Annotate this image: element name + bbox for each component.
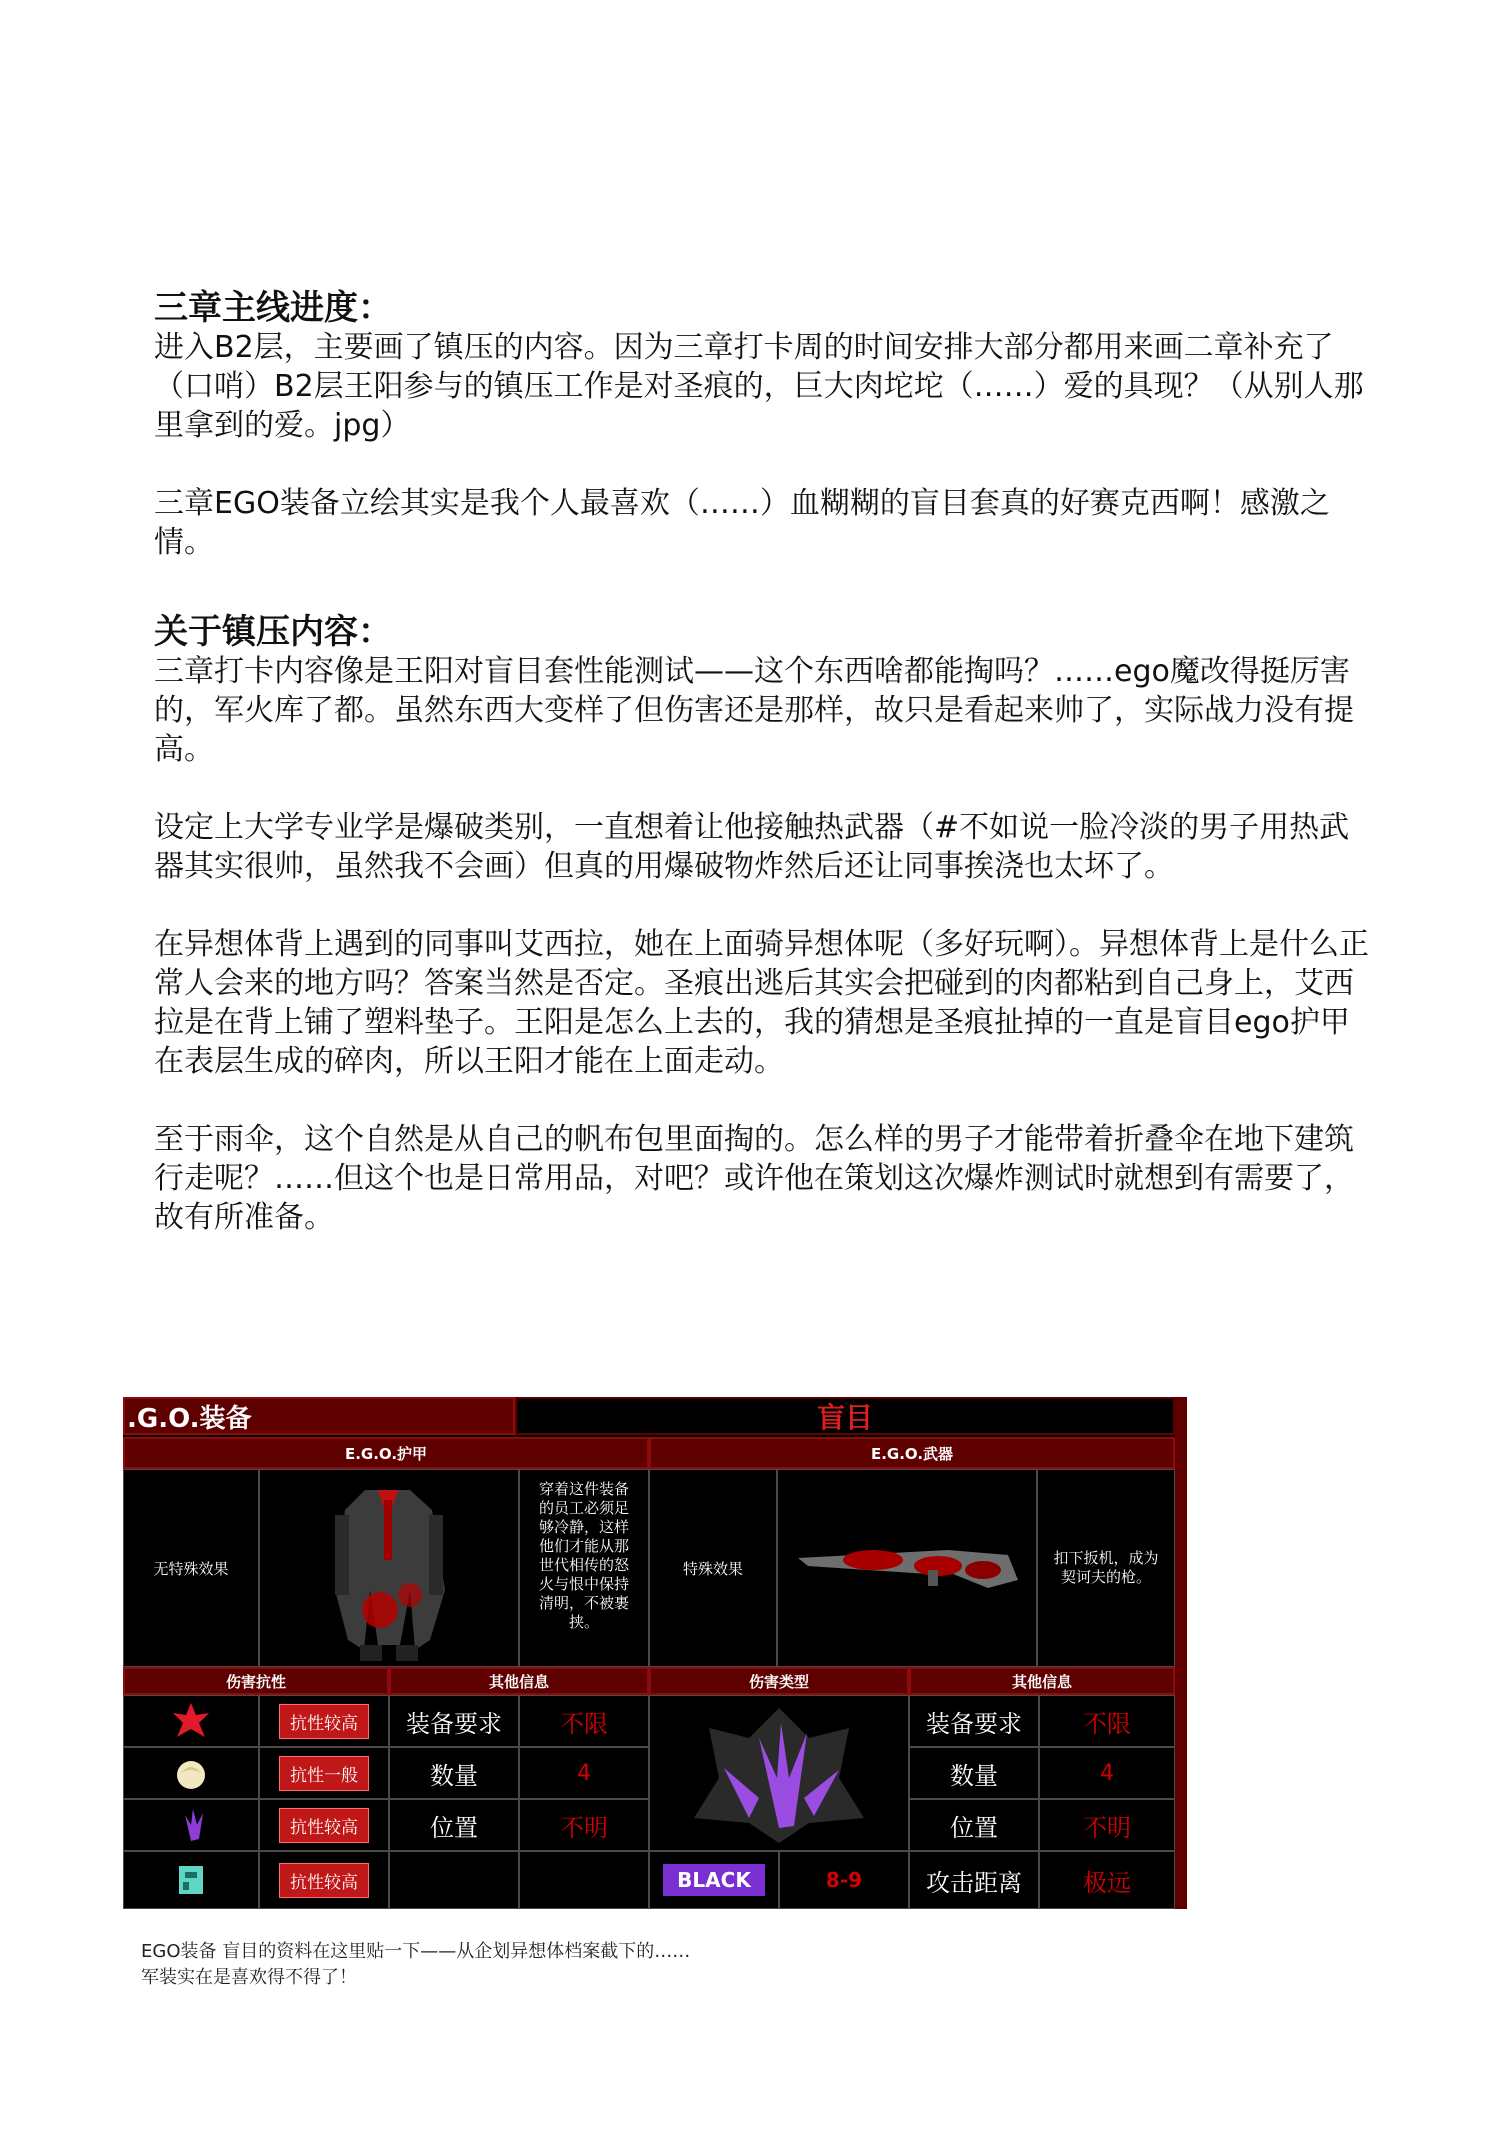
rifle-icon [778,1470,1036,1666]
paragraph-progress: 进入B2层，主要画了镇压的内容。因为三章打卡周的时间安排大部分都用来画二章补充了（口哨）B2层王阳参与的镇压工作是对圣痕的，巨大肉坨坨（……）爱的具现？（从别人那里拿到的爱。jpg） [154,330,1364,443]
armor-req-value: 不限 [519,1695,649,1747]
armor-pos-label: 位置 [389,1799,519,1851]
black-damage-large-icon [689,1698,869,1848]
weapon-qty-value: 4 [1039,1747,1175,1799]
armor-description: 穿着这件装备的员工必须足够冷静，这样他们才能从那世代相传的怒火与恨中保持清明，不被裹挟。 [519,1469,649,1667]
armor-req-label: 装备要求 [389,1695,519,1747]
paragraph-suppression-4: 至于雨伞，这个自然是从自己的帆布包里面掏的。怎么样的男子才能带着折叠伞在地下建筑行走呢？……但这个也是日常用品，对吧？或许他在策划这次爆炸测试时就想到有需要了，故有所准备。 [154,1122,1354,1235]
red-damage-icon [123,1695,259,1747]
armor-pos-value: 不明 [519,1799,649,1851]
weapon-req-label: 装备要求 [909,1695,1039,1747]
heading-main-progress: 三章主线进度： [154,288,392,328]
resist-badge: 抗性一般 [279,1756,369,1791]
resist-badge: 抗性较高 [279,1863,369,1898]
weapon-pos-value: 不明 [1039,1799,1175,1851]
armor-empty-cell [519,1851,649,1909]
resist-row-4 [259,1851,389,1909]
resist-row-3 [259,1799,389,1851]
weapon-range-label: 攻击距离 [909,1851,1039,1909]
paragraph-suppression-1: 三章打卡内容像是王阳对盲目套性能测试——这个东西啥都能掏吗？……ego魔改得挺厉害的，军火库了都。虽然东西大变样了但伤害还是那样，故只是看起来帅了，实际战力没有提高。 [154,654,1354,767]
caption-line-1: EGO装备 盲目的资料在这里贴一下——从企划异想体档案截下的…… [141,1941,691,1962]
weapon-req-value: 不限 [1039,1695,1175,1747]
panel-title-left: .G.O.装备 [123,1397,515,1435]
resist-header: 伤害抗性 [123,1667,389,1695]
panel-edge [1187,1397,1198,1909]
armor-qty-value: 4 [519,1747,649,1799]
resist-badge: 抗性较高 [279,1808,369,1843]
armor-qty-label: 数量 [389,1747,519,1799]
weapon-image [777,1469,1037,1667]
weapon-description: 扣下扳机，成为契诃夫的枪。 [1037,1469,1175,1667]
damage-type-cell [649,1851,779,1909]
weapon-effect: 特殊效果 [649,1469,777,1667]
scrollbar-track[interactable] [1175,1397,1187,1909]
section-suppression [154,612,1374,1237]
weapon-pos-label: 位置 [909,1799,1039,1851]
paragraph-ego-art: 三章EGO装备立绘其实是我个人最喜欢（……）血糊糊的盲目套真的好赛克西啊！感激之情。 [154,486,1330,560]
weapon-info-header: 其他信息 [909,1667,1175,1695]
resist-row-1 [259,1695,389,1747]
paragraph-suppression-3: 在异想体背上遇到的同事叫艾西拉，她在上面骑异想体呢（多好玩啊）。异想体背上是什么正常人会来的地方吗？答案当然是否定。圣痕出逃后其实会把碰到的肉都粘到自己身上，艾西拉是在背上铺了塑料垫子。王阳是怎么上去的，我的猜想是圣痕扯掉的一直是盲目ego护甲在表层生成的碎肉，所以王阳才能在上面走动。 [154,927,1369,1079]
armor-effect: 无特殊效果 [123,1469,259,1667]
caption-line-2: 军装实在是喜欢得不得了！ [141,1967,357,1988]
damage-range: 8-9 [779,1851,909,1909]
damage-type-header: 伤害类型 [649,1667,909,1695]
heading-suppression: 关于镇压内容： [154,612,392,652]
black-damage-icon [123,1799,259,1851]
section-main-progress [154,288,1374,562]
ego-equipment-panel [123,1397,1198,1909]
pale-damage-icon [123,1851,259,1909]
resist-row-2 [259,1747,389,1799]
armor-coat-icon [260,1470,518,1666]
paragraph-suppression-2: 设定上大学专业学是爆破类别，一直想着让他接触热武器（#不如说一脸冷淡的男子用热武器其实很帅，虽然我不会画）但真的用爆破物炸然后还让同事挨浇也太坏了。 [154,810,1350,884]
resist-badge: 抗性较高 [279,1704,369,1739]
armor-image [259,1469,519,1667]
armor-info-header: 其他信息 [389,1667,649,1695]
white-damage-icon [123,1747,259,1799]
armor-empty-cell [389,1851,519,1909]
weapon-header: E.G.O.武器 [649,1437,1175,1469]
panel-title-right: 盲目 [515,1397,1175,1435]
weapon-qty-label: 数量 [909,1747,1039,1799]
armor-header: E.G.O.护甲 [123,1437,649,1469]
black-badge: BLACK [663,1864,765,1896]
damage-type-image [649,1695,909,1851]
weapon-range-value: 极远 [1039,1851,1175,1909]
